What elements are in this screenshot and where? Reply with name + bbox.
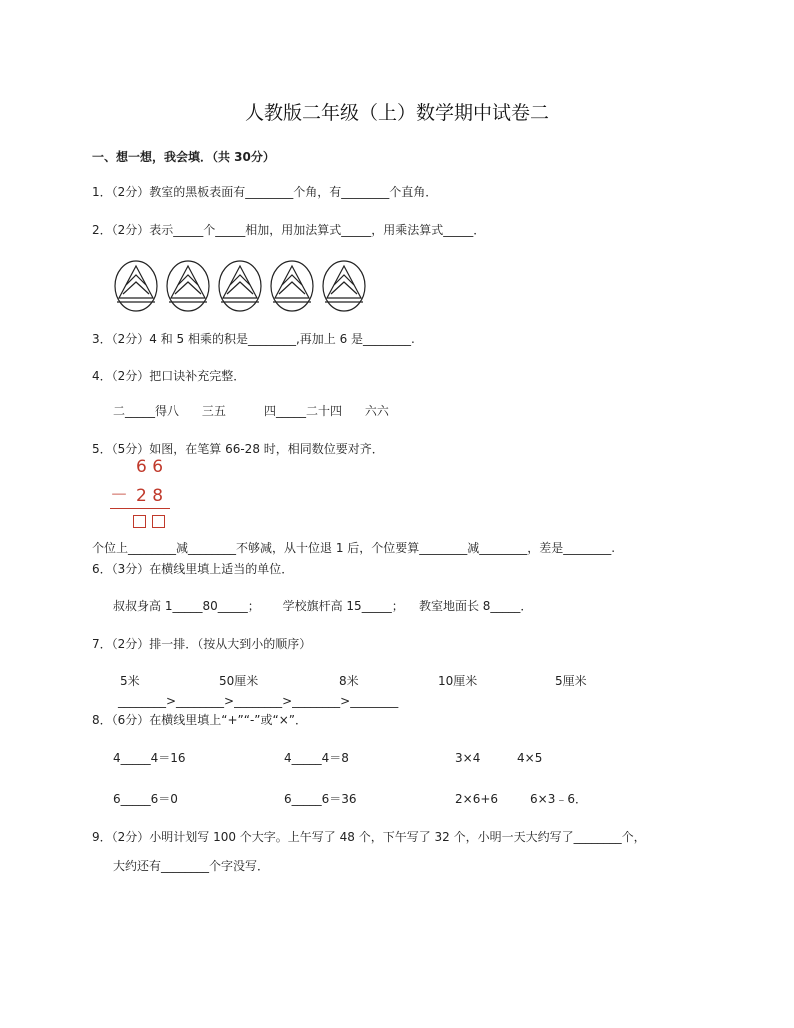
oval-icon	[167, 261, 209, 311]
operator-item: 4_____4＝8	[284, 751, 349, 765]
question-1: 1．（2分）教室的黑板表面有________个角，有________个直角．	[92, 185, 438, 199]
operator-item: 6_____6＝0	[113, 792, 178, 806]
oval-icon	[219, 261, 261, 311]
subtrahend: 2 8	[136, 486, 164, 506]
minus-sign: －	[110, 485, 128, 506]
question-4-line: 二_____得八 三五 四_____二十四 六六	[113, 404, 389, 418]
operator-item: 4×5	[517, 751, 543, 765]
sum-line	[110, 508, 170, 509]
oval-icon	[115, 261, 157, 311]
operator-item: 2×6+6	[455, 792, 499, 806]
question-7: 7．（2分）排一排．（按从大到小的顺序）	[92, 637, 312, 651]
length-item: 5米	[120, 674, 140, 688]
question-8: 8．（6分）在横线里填上“+”“-”或“×”．	[92, 713, 308, 727]
question-6: 6．（3分）在横线里填上适当的单位．	[92, 562, 294, 576]
length-item: 5厘米	[555, 674, 587, 688]
question-4: 4．（2分）把口诀补充完整．	[92, 369, 246, 383]
oval-icon	[323, 261, 365, 311]
question-9-line2: 大约还有________个字没写．	[113, 859, 270, 873]
operator-item: 6×3﹣6．	[530, 792, 587, 806]
question-3: 3．（2分）4 和 5 相乘的积是________,再加上 6 是________.	[92, 332, 415, 346]
length-item: 50厘米	[219, 674, 259, 688]
question-5-line: 个位上________减________不够减，从十位退 1 后，个位要算________减________，差是________.	[92, 541, 616, 555]
page-title: 人教版二年级（上）数学期中试卷二	[244, 102, 549, 124]
operator-item: 4_____4＝16	[113, 751, 186, 765]
question-5: 5．（5分）如图，在笔算 66-28 时，相同数位要对齐．	[92, 442, 384, 456]
section-heading: 一、想一想，我会填．（共 30分）	[92, 150, 275, 164]
question-9: 9．（2分）小明计划写 100 个大字。上午写了 48 个，下午写了 32 个，小明一天大约写了________个，	[92, 830, 646, 844]
question-6-line: 叔叔身高 1_____80_____； 学校旗杆高 15_____； 教室地面长 8_____．	[113, 599, 533, 613]
answer-box-tens[interactable]	[133, 515, 146, 528]
minuend: 6 6	[136, 457, 164, 477]
length-item: 10厘米	[438, 674, 478, 688]
length-item: 8米	[339, 674, 359, 688]
oval-icon	[271, 261, 313, 311]
triangle-ovals-figure	[112, 258, 372, 314]
question-2: 2．（2分）表示_____个_____相加，用加法算式_____，用乘法算式_____．	[92, 223, 486, 237]
answer-box-ones[interactable]	[152, 515, 165, 528]
operator-item: 3×4	[455, 751, 481, 765]
operator-item: 6_____6＝36	[284, 792, 357, 806]
ordering-blanks: ________>________>________>________>________	[118, 694, 399, 708]
